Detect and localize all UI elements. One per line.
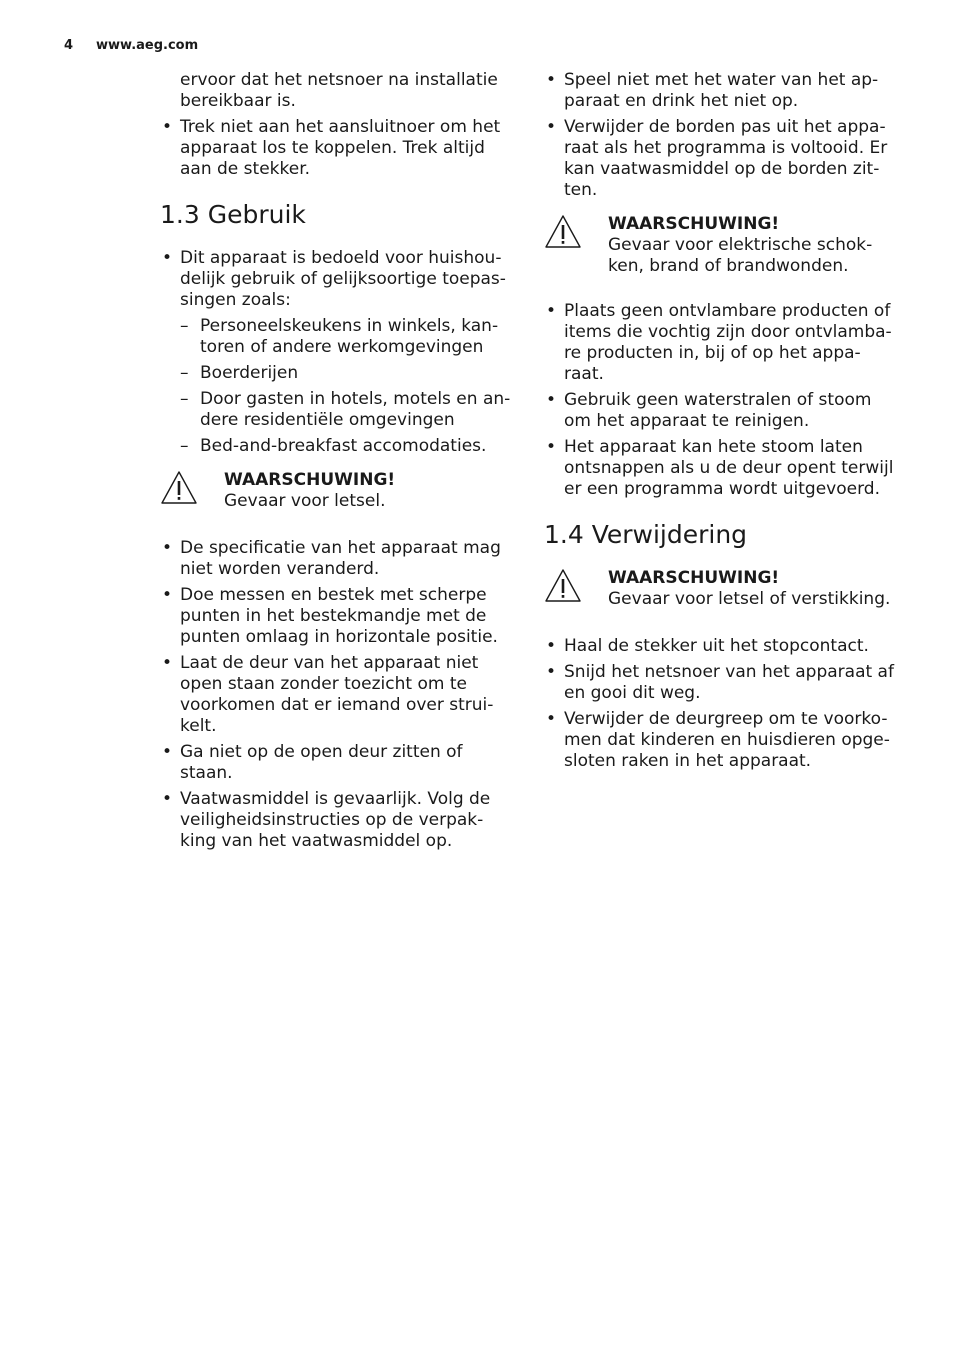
warning-box [160, 470, 516, 514]
warning-text: Gevaar voor letsel. [224, 491, 386, 511]
warning-title: WAARSCHUWING! [224, 470, 396, 490]
list-item: • Trek niet aan het aansluitnoer om het apparaat los te koppelen. Trek altijd aan de stekker. [160, 117, 516, 180]
warning-title: WAARSCHUWING! [608, 568, 780, 588]
warning-box [544, 214, 900, 277]
use-list [160, 248, 516, 457]
list-item: • Ga niet op de open deur zitten of staan. [160, 742, 516, 784]
sublist-item: – Bed-and-breakfast accomodaties. [180, 436, 516, 457]
page-header [64, 38, 198, 53]
left-column [160, 70, 516, 857]
right-column [544, 70, 900, 777]
list-item: • Speel niet met het water van het ap-paraat en drink het niet op. [544, 70, 900, 112]
list-item: • Gebruik geen waterstralen of stoom om het apparaat te reinigen. [544, 390, 900, 432]
mid-bullet-list [544, 301, 900, 500]
list-item: • Vaatwasmiddel is gevaarlijk. Volg de veiligheidsinstructies op de verpak-king van het vaatwasmiddel op. [160, 789, 516, 852]
warning-box [544, 568, 900, 612]
warning-title: WAARSCHUWING! [608, 214, 780, 234]
warning-text: Gevaar voor letsel of verstikking. [608, 589, 891, 609]
bottom-bullet-list [544, 636, 900, 772]
list-item [160, 248, 516, 457]
section-title-verwijdering: 1.4 Verwijdering [544, 520, 748, 549]
list-item: • Het apparaat kan hete stoom laten ontsnappen als u de deur opent terwijl er een programma wordt uitgevoerd. [544, 437, 900, 500]
warning-triangle-icon [544, 568, 582, 604]
list-item: • Verwijder de deurgreep om te voorko-men dat kinderen en huisdieren opge-sloten raken in het apparaat. [544, 709, 900, 772]
page-number: 4 [64, 38, 74, 53]
intro-text: ervoor dat het netsnoer na installatie bereikbaar is. [180, 70, 498, 111]
sublist-item: – Boerderijen [180, 363, 516, 384]
warning-triangle-icon [544, 214, 582, 250]
section-title-gebruik: 1.3 Gebruik [160, 200, 306, 229]
list-item: • De specificatie van het apparaat mag niet worden veranderd. [160, 538, 516, 580]
use-sublist [180, 316, 516, 457]
warning-triangle-icon [160, 470, 198, 506]
list-item: • Haal de stekker uit het stopcontact. [544, 636, 900, 657]
list-item: • Laat de deur van het apparaat niet open staan zonder toezicht om te voorkomen dat er iemand over strui-kelt. [160, 653, 516, 737]
list-item: • Doe messen en bestek met scherpe punten in het bestekmandje met de punten omlaag in horizontale positie. [160, 585, 516, 648]
sublist-item: – Door gasten in hotels, motels en an-dere residentiële omgevingen [180, 389, 516, 431]
warning-text: Gevaar voor elektrische schok-ken, brand of brandwonden. [608, 235, 873, 276]
list-item: • Verwijder de borden pas uit het appa-raat als het programma is voltooid. Er kan vaatwasmiddel op de borden zit-ten. [544, 117, 900, 201]
list-item: • Snijd het netsnoer van het apparaat af en gooi dit weg. [544, 662, 900, 704]
bullet-list [160, 538, 516, 852]
intro-bullet-list [160, 117, 516, 180]
site-url: www.aeg.com [96, 38, 199, 53]
top-bullet-list [544, 70, 900, 201]
sublist-item: – Personeelskeukens in winkels, kan-toren of andere werkomgevingen [180, 316, 516, 358]
list-item: • Plaats geen ontvlambare producten of items die vochtig zijn door ontvlamba-re producten in, bij of op het appa-raat. [544, 301, 900, 385]
use-intro-text: Dit apparaat is bedoeld voor huishou-delijk gebruik of gelijksoortige toepas-singen zoals: [180, 248, 506, 310]
